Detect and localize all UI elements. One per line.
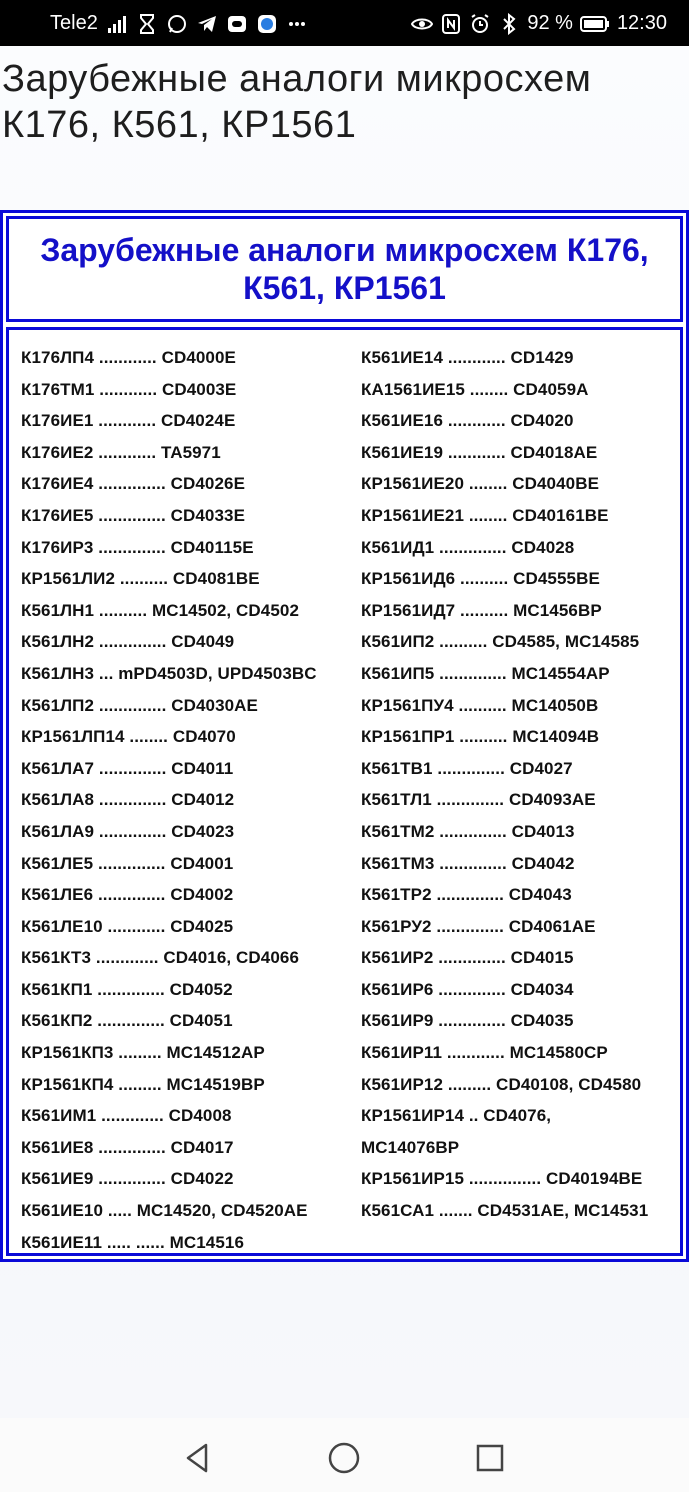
analog-row-right: К561ИЕ19 ............ CD4018AE (361, 442, 598, 462)
analog-row-right: К561ИР12 ......... CD40108, CD4580 (361, 1074, 642, 1094)
page-title: Зарубежные аналоги микросхем К176, К561, КР1561 (2, 58, 592, 146)
signal-icon (106, 13, 128, 35)
analog-row-left: К561ЛН3 ... mPD4503D, UPD4503BC (21, 663, 317, 683)
analog-row-left: К176ИЕ2 ............ TA5971 (21, 442, 221, 462)
status-bar (0, 0, 689, 46)
analog-row-left: К561ЛЕ6 .............. CD4002 (21, 885, 234, 905)
analog-row-left: К176ИР3 .............. CD40115E (21, 537, 254, 557)
analog-row-right: К561ИР6 .............. CD4034 (361, 979, 574, 999)
analog-row-right: К561ИЕ16 ............ CD4020 (361, 411, 574, 431)
analog-row-right: К561РУ2 .............. CD4061AE (361, 916, 596, 936)
analog-row-right: К561ИР11 ............ MC14580CP (361, 1043, 608, 1063)
analog-row-right: К561ТВ1 .............. CD4027 (361, 758, 573, 778)
analog-row-left: К561ЛА7 .............. CD4011 (21, 758, 234, 778)
alarm-icon (469, 13, 491, 35)
battery-percent: 92 % (527, 12, 573, 34)
whatsapp-icon (166, 13, 188, 35)
carrier-name: Tele2 (50, 12, 98, 34)
home-icon[interactable] (324, 1438, 364, 1478)
figure-title: Зарубежные аналоги микросхем К176, К561, КР1561 (40, 232, 649, 306)
more-icon (286, 13, 308, 35)
analog-row-right: К561ИП5 .............. MC14554AP (361, 663, 610, 683)
analog-row-left: К561ЛН1 .......... MC14502, CD4502 (21, 600, 300, 620)
analog-row-left: К561ЛЕ5 .............. CD4001 (21, 853, 234, 873)
analog-row-right: КР1561ПУ4 .......... MC14050B (361, 695, 599, 715)
analog-row-left: К561ИЕ9 .............. CD4022 (21, 1169, 234, 1189)
nfc-icon (440, 13, 462, 35)
analog-row-right: К561ТМ2 .............. CD4013 (361, 821, 575, 841)
hourglass-icon (136, 13, 158, 35)
analog-row-right: К561ИЕ14 ............ CD1429 (361, 348, 574, 367)
analog-row-left: К561КП1 .............. CD4052 (21, 979, 233, 999)
analog-row-right: К561ИД1 .............. CD4028 (361, 537, 575, 557)
eye-icon (411, 13, 433, 35)
analog-row-left: К561ЛЕ10 ............ CD4025 (21, 916, 234, 936)
back-icon[interactable] (177, 1438, 217, 1478)
message-icon (226, 13, 248, 35)
analog-row-right: К561ИП2 .......... CD4585, MC14585 (361, 632, 640, 652)
analog-row-left: К176ИЕ5 .............. CD4033E (21, 505, 246, 525)
analog-row-right: К561СА1 ....... CD4531AE, MC14531 (361, 1201, 649, 1221)
analog-row-left: К561ИЕ11 ..... ...... MC14516 (21, 1232, 245, 1252)
analog-row-left: К176ИЕ1 ............ CD4024E (21, 411, 236, 431)
analog-row-left: К561ИЕ10 ..... MC14520, CD4520AE (21, 1201, 308, 1221)
analog-row-left: К561КП2 .............. CD4051 (21, 1011, 233, 1031)
left-column (21, 342, 351, 1258)
telegram-icon (196, 13, 218, 35)
status-bar-right (411, 12, 667, 35)
analog-row-right: КР1561ИД7 .......... MC1456BP (361, 600, 602, 620)
navigation-bar (0, 1418, 689, 1492)
analog-row-right: К561ИР2 .............. CD4015 (361, 948, 574, 968)
analog-row-left: К561ИМ1 ............. CD4008 (21, 1106, 232, 1126)
analog-row-right: MC14076BP (361, 1137, 460, 1157)
analog-row-right: КР1561ИЕ21 ........ CD40161BE (361, 505, 609, 525)
recents-icon[interactable] (470, 1438, 510, 1478)
analog-row-left: К176ТМ1 ............ CD4003E (21, 379, 237, 399)
analog-row-right: КР1561ИД6 .......... CD4555BE (361, 569, 600, 589)
analog-row-left: К561КТ3 ............. CD4016, CD4066 (21, 948, 300, 968)
analog-table-image (0, 210, 689, 1262)
figure-body (6, 327, 683, 1256)
analog-row-right: КР1561ИЕ20 ........ CD4040BE (361, 474, 600, 494)
battery-icon (580, 13, 610, 35)
analog-row-left: КР1561КП3 ......... MC14512AP (21, 1043, 265, 1063)
analog-row-right: КР1561ИР14 .. CD4076, (361, 1106, 552, 1126)
analog-row-left: КР1561ЛИ2 .......... CD4081BE (21, 569, 260, 589)
analog-row-right: КР1561ПР1 .......... MC14094B (361, 727, 600, 747)
browser-icon (256, 13, 278, 35)
analog-row-right: К561ИР9 .............. CD4035 (361, 1011, 574, 1031)
analog-row-right: КА1561ИЕ15 ........ CD4059A (361, 379, 589, 399)
right-column (361, 342, 681, 1227)
analog-row-left: К561ЛП2 .............. CD4030AE (21, 695, 258, 715)
analog-row-right: К561ТМ3 .............. CD4042 (361, 853, 575, 873)
analog-row-left: К561ЛН2 .............. CD4049 (21, 632, 235, 652)
clock: 12:30 (616, 12, 667, 34)
analog-row-left: К561ЛА8 .............. CD4012 (21, 790, 235, 810)
status-bar-left (50, 12, 308, 35)
analog-row-left: К176ЛП4 ............ CD4000E (21, 348, 236, 367)
analog-row-right: К561ТЛ1 .............. CD4093AE (361, 790, 596, 810)
analog-row-right: КР1561ИР15 ............... CD40194BE (361, 1169, 643, 1189)
analog-row-left: К561ИЕ8 .............. CD4017 (21, 1137, 234, 1157)
analog-row-left: КР1561КП4 ......... MC14519BP (21, 1074, 265, 1094)
analog-row-right: К561ТР2 .............. CD4043 (361, 885, 572, 905)
figure-header (6, 216, 683, 322)
analog-row-left: К176ИЕ4 .............. CD4026E (21, 474, 246, 494)
analog-row-left: КР1561ЛП14 ........ CD4070 (21, 727, 236, 747)
bluetooth-icon (498, 13, 520, 35)
analog-row-left: К561ЛА9 .............. CD4023 (21, 821, 235, 841)
